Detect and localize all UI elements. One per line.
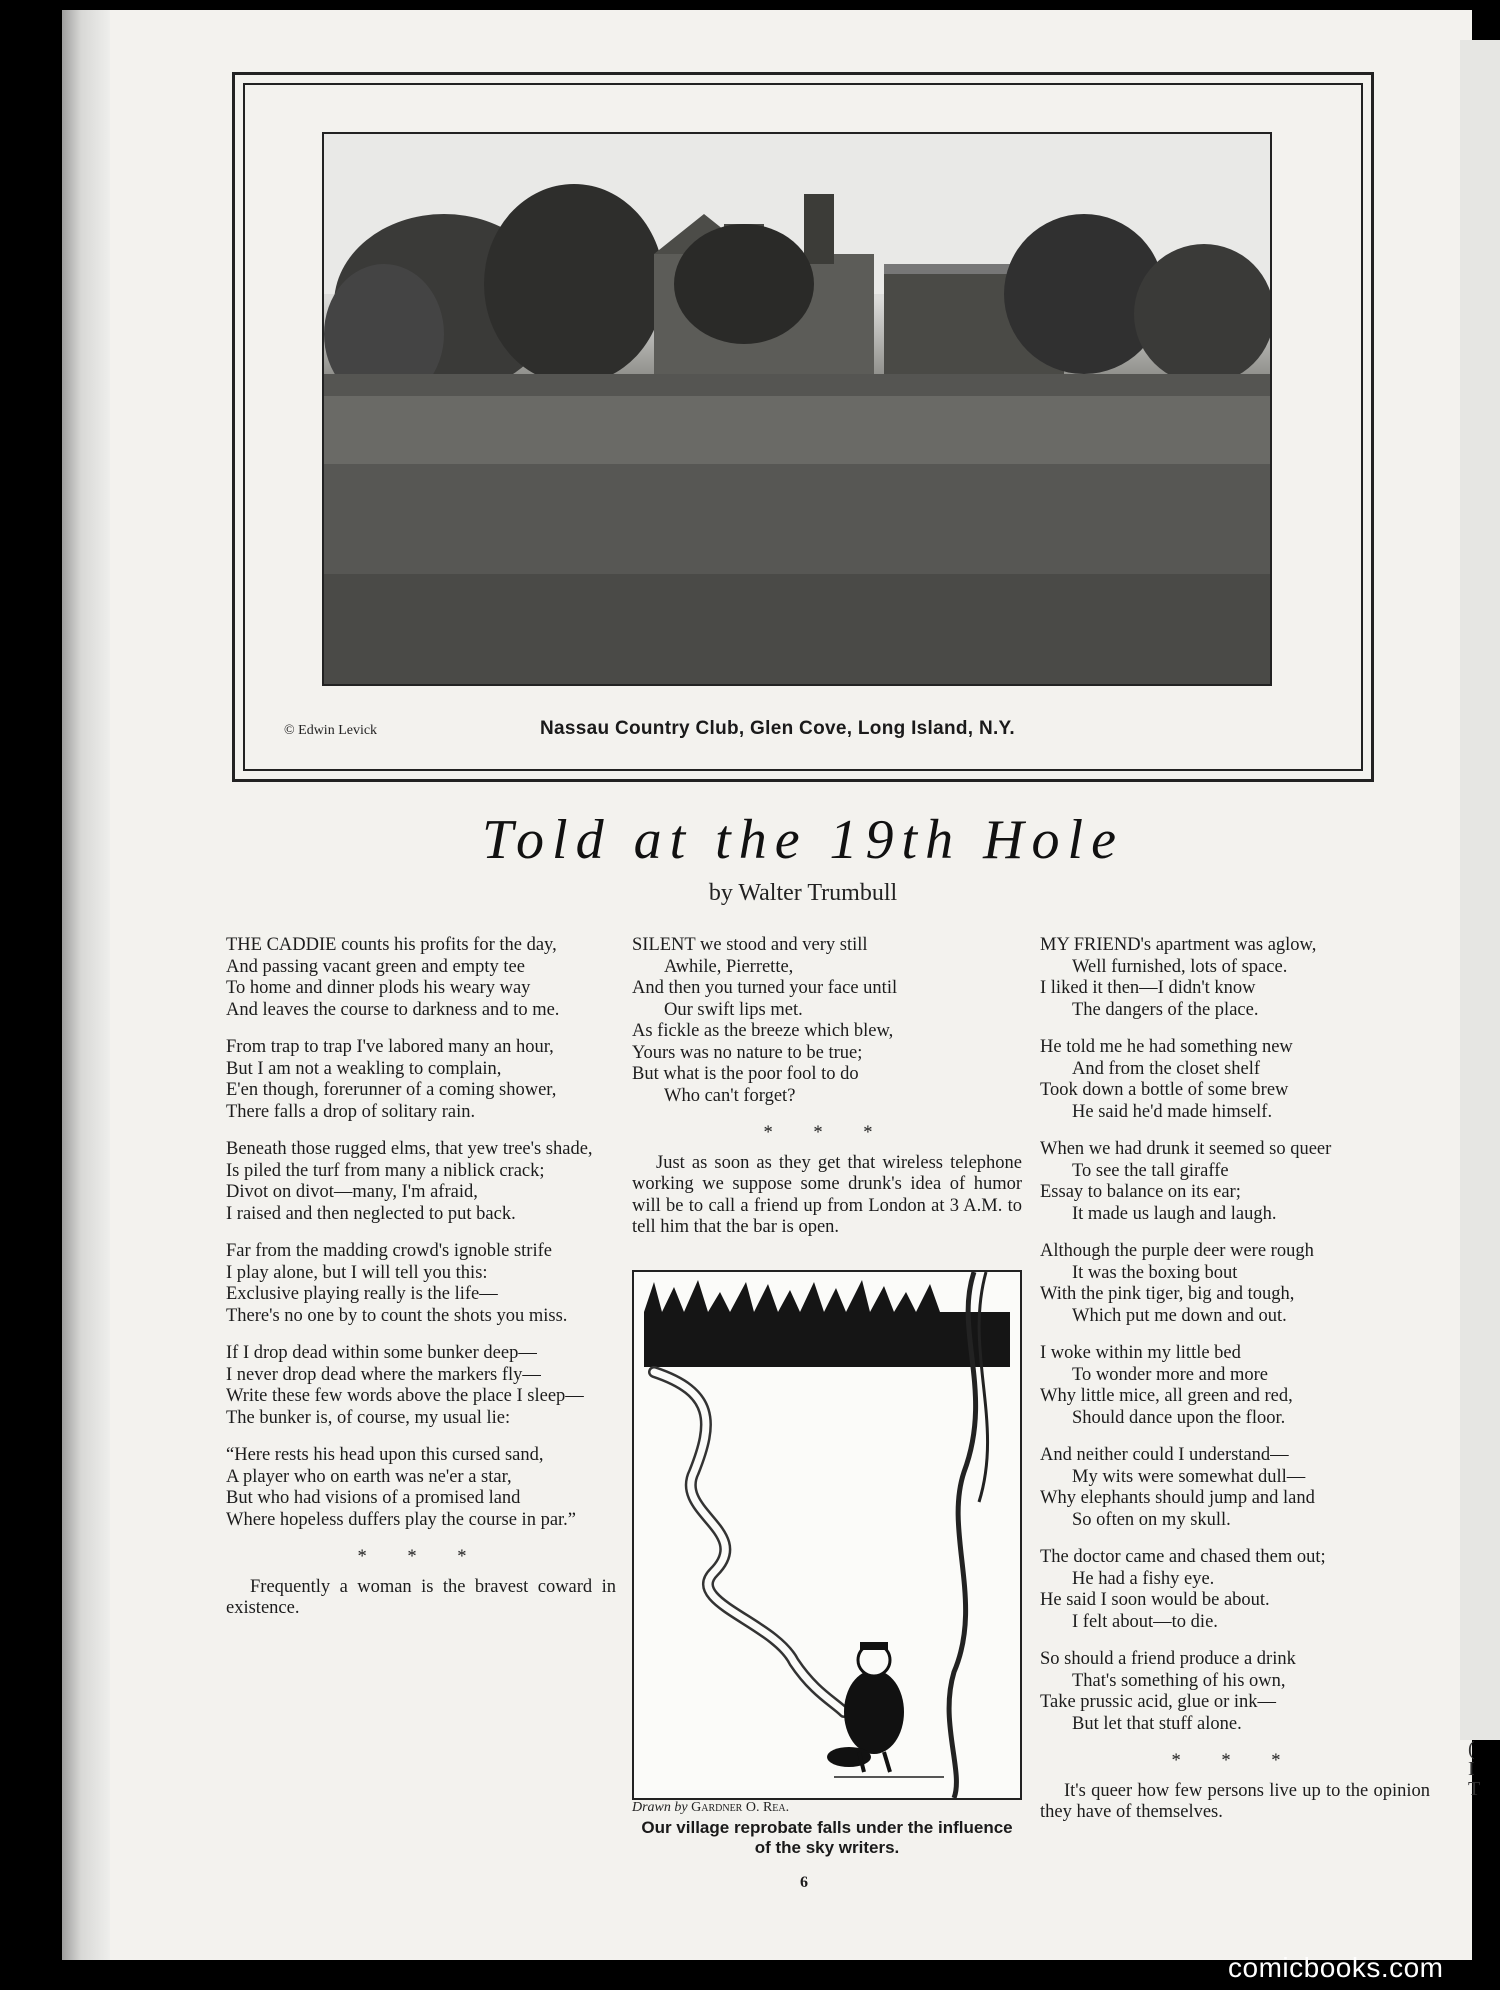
poem-line: My wits were somewhat dull— [1072, 1466, 1306, 1487]
poem-line: Divot on divot—many, I'm afraid, [226, 1182, 478, 1202]
poem-line: To home and dinner plods his weary way [226, 978, 531, 998]
poem-stanza [1040, 1343, 1430, 1429]
poem-line: Essay to balance on its ear; [1040, 1182, 1241, 1202]
poem-stanza [1040, 1241, 1430, 1327]
illustration-caption: Our village reprobate falls under the influence of the sky writers. [641, 1818, 1013, 1857]
poem-line: It was the boxing bout [1072, 1262, 1238, 1283]
poem-line: Although the purple deer were rough [1040, 1241, 1314, 1261]
poem-line: SILENT we stood and very still [632, 935, 868, 955]
poem-line: There falls a drop of solitary rain. [226, 1101, 476, 1122]
poem-line: So should a friend produce a drink [1040, 1649, 1296, 1669]
poem-line: And from the closet shelf [1072, 1058, 1261, 1079]
poem-line: So often on my skull. [1072, 1509, 1231, 1530]
poem-line: THE CADDIE counts his profits for the day, [226, 935, 557, 955]
section-divider: * * * [763, 1123, 891, 1143]
poem-line: The doctor came and chased them out; [1040, 1547, 1326, 1567]
paragraph: It's queer how few persons live up to the opinion they have of themselves. [1040, 1780, 1430, 1822]
poem-line: E'en though, forerunner of a coming shower, [226, 1080, 557, 1100]
poem-stanza [632, 935, 1022, 1107]
poem-line: Well furnished, lots of space. [1072, 956, 1288, 977]
poem-line: And neither could I understand— [1040, 1445, 1289, 1465]
article-byline: by Walter Trumbull [708, 880, 898, 906]
section-divider: * * * [1171, 1751, 1299, 1771]
poem-line: When we had drunk it seemed so queer [1040, 1139, 1332, 1159]
poem-line: I never drop dead where the markers fly— [226, 1364, 541, 1385]
poem-stanza [226, 1445, 616, 1531]
poem-line: Should dance upon the floor. [1072, 1407, 1286, 1428]
next-page-edge: ( I T [1460, 40, 1500, 1740]
poem-stanza [226, 1241, 616, 1327]
poem-line: The bunker is, of course, my usual lie: [226, 1407, 511, 1428]
poem-line: With the pink tiger, big and tough, [1040, 1284, 1295, 1304]
poem-line: Is piled the turf from many a niblick crack; [226, 1160, 545, 1181]
poem-line: If I drop dead within some bunker deep— [226, 1343, 537, 1363]
site-watermark: comicbooks.com [1228, 1952, 1444, 1983]
poem-line: Who can't forget? [664, 1085, 796, 1106]
cartoon-illustration [632, 1270, 1022, 1800]
poem-line: MY FRIEND's apartment was aglow, [1040, 935, 1317, 955]
poem-line: Where hopeless duffers play the course in par.” [226, 1509, 577, 1530]
poem-line: Awhile, Pierrette, [664, 956, 794, 977]
poem-line: To wonder more and more [1072, 1364, 1268, 1385]
column-1 [226, 935, 616, 1620]
poem-line: And then you turned your face until [632, 978, 898, 998]
poem-line: There's no one by to count the shots you miss. [226, 1305, 568, 1326]
poem-line: Our swift lips met. [664, 999, 803, 1020]
poem-line: But who had visions of a promised land [226, 1488, 521, 1508]
article-title: Told at the 19th Hole [482, 809, 1124, 871]
poem-line: Took down a bottle of some brew [1040, 1080, 1289, 1100]
poem-stanza [1040, 1445, 1430, 1531]
column-3 [1040, 935, 1430, 1824]
poem-line: That's something of his own, [1072, 1670, 1286, 1691]
poem-line: He had a fishy eye. [1072, 1568, 1215, 1589]
poem-stanza [226, 1139, 616, 1225]
poem-line: He said I soon would be about. [1040, 1590, 1270, 1610]
poem-stanza [226, 1343, 616, 1429]
column-2 [632, 935, 1022, 1239]
poem-line: But I am not a weakling to complain, [226, 1058, 502, 1079]
photo-caption: Nassau Country Club, Glen Cove, Long Island, N.Y. [540, 718, 1015, 739]
poem-line: Which put me down and out. [1072, 1305, 1287, 1326]
poem-stanza [1040, 1139, 1430, 1225]
poem-stanza [1040, 935, 1430, 1021]
poem-line: I play alone, but I will tell you this: [226, 1262, 488, 1283]
poem-line: Yours was no nature to be true; [632, 1042, 863, 1063]
poem-line: I liked it then—I didn't know [1040, 978, 1256, 998]
section-divider: * * * [357, 1547, 485, 1567]
poem-line: Beneath those rugged elms, that yew tree's shade, [226, 1139, 593, 1159]
poem-stanza [226, 935, 616, 1021]
poem-line: But let that stuff alone. [1072, 1713, 1242, 1734]
poem-line: “Here rests his head upon this cursed sand, [226, 1445, 544, 1465]
poem-line: The dangers of the place. [1072, 999, 1259, 1020]
paragraph: Frequently a woman is the bravest coward in existence. [226, 1576, 616, 1618]
poem-line: From trap to trap I've labored many an hour, [226, 1037, 554, 1057]
poem-line: Write these few words above the place I sleep— [226, 1386, 584, 1406]
poem-line: Why little mice, all green and red, [1040, 1386, 1293, 1406]
poem-line: A player who on earth was ne'er a star, [226, 1466, 512, 1487]
poem-line: And leaves the course to darkness and to me. [226, 999, 560, 1020]
illustration-credit: Drawn by Gardner O. Rea. [632, 1800, 790, 1815]
poem-line: He told me he had something new [1040, 1037, 1293, 1057]
poem-stanza [1040, 1547, 1430, 1633]
poem-stanza [1040, 1649, 1430, 1735]
paragraph: Just as soon as they get that wireless telephone working we suppose some drunk's idea of humor will be to call a friend up from London at 3 A.M. to tell him that the bar is open. [632, 1152, 1022, 1237]
poem-stanza [226, 1037, 616, 1123]
poem-line: Take prussic acid, glue or ink— [1040, 1692, 1277, 1712]
poem-line: As fickle as the breeze which blew, [632, 1021, 894, 1041]
page-number: 6 [800, 1874, 808, 1891]
poem-line: I felt about—to die. [1072, 1611, 1218, 1632]
poem-line: And passing vacant green and empty tee [226, 956, 525, 977]
clubhouse-photo [322, 132, 1272, 686]
page-binding [62, 10, 110, 1960]
poem-line: It made us laugh and laugh. [1072, 1203, 1277, 1224]
poem-line: I raised and then neglected to put back. [226, 1203, 516, 1224]
poem-line: Why elephants should jump and land [1040, 1488, 1315, 1508]
poem-line: To see the tall giraffe [1072, 1160, 1229, 1181]
poem-line: I woke within my little bed [1040, 1343, 1241, 1363]
poem-stanza [1040, 1037, 1430, 1123]
photo-credit: © Edwin Levick [284, 723, 378, 738]
poem-line: But what is the poor fool to do [632, 1064, 859, 1084]
poem-line: He said he'd made himself. [1072, 1101, 1273, 1122]
poem-line: Exclusive playing really is the life— [226, 1284, 498, 1304]
poem-line: Far from the madding crowd's ignoble strife [226, 1241, 552, 1261]
